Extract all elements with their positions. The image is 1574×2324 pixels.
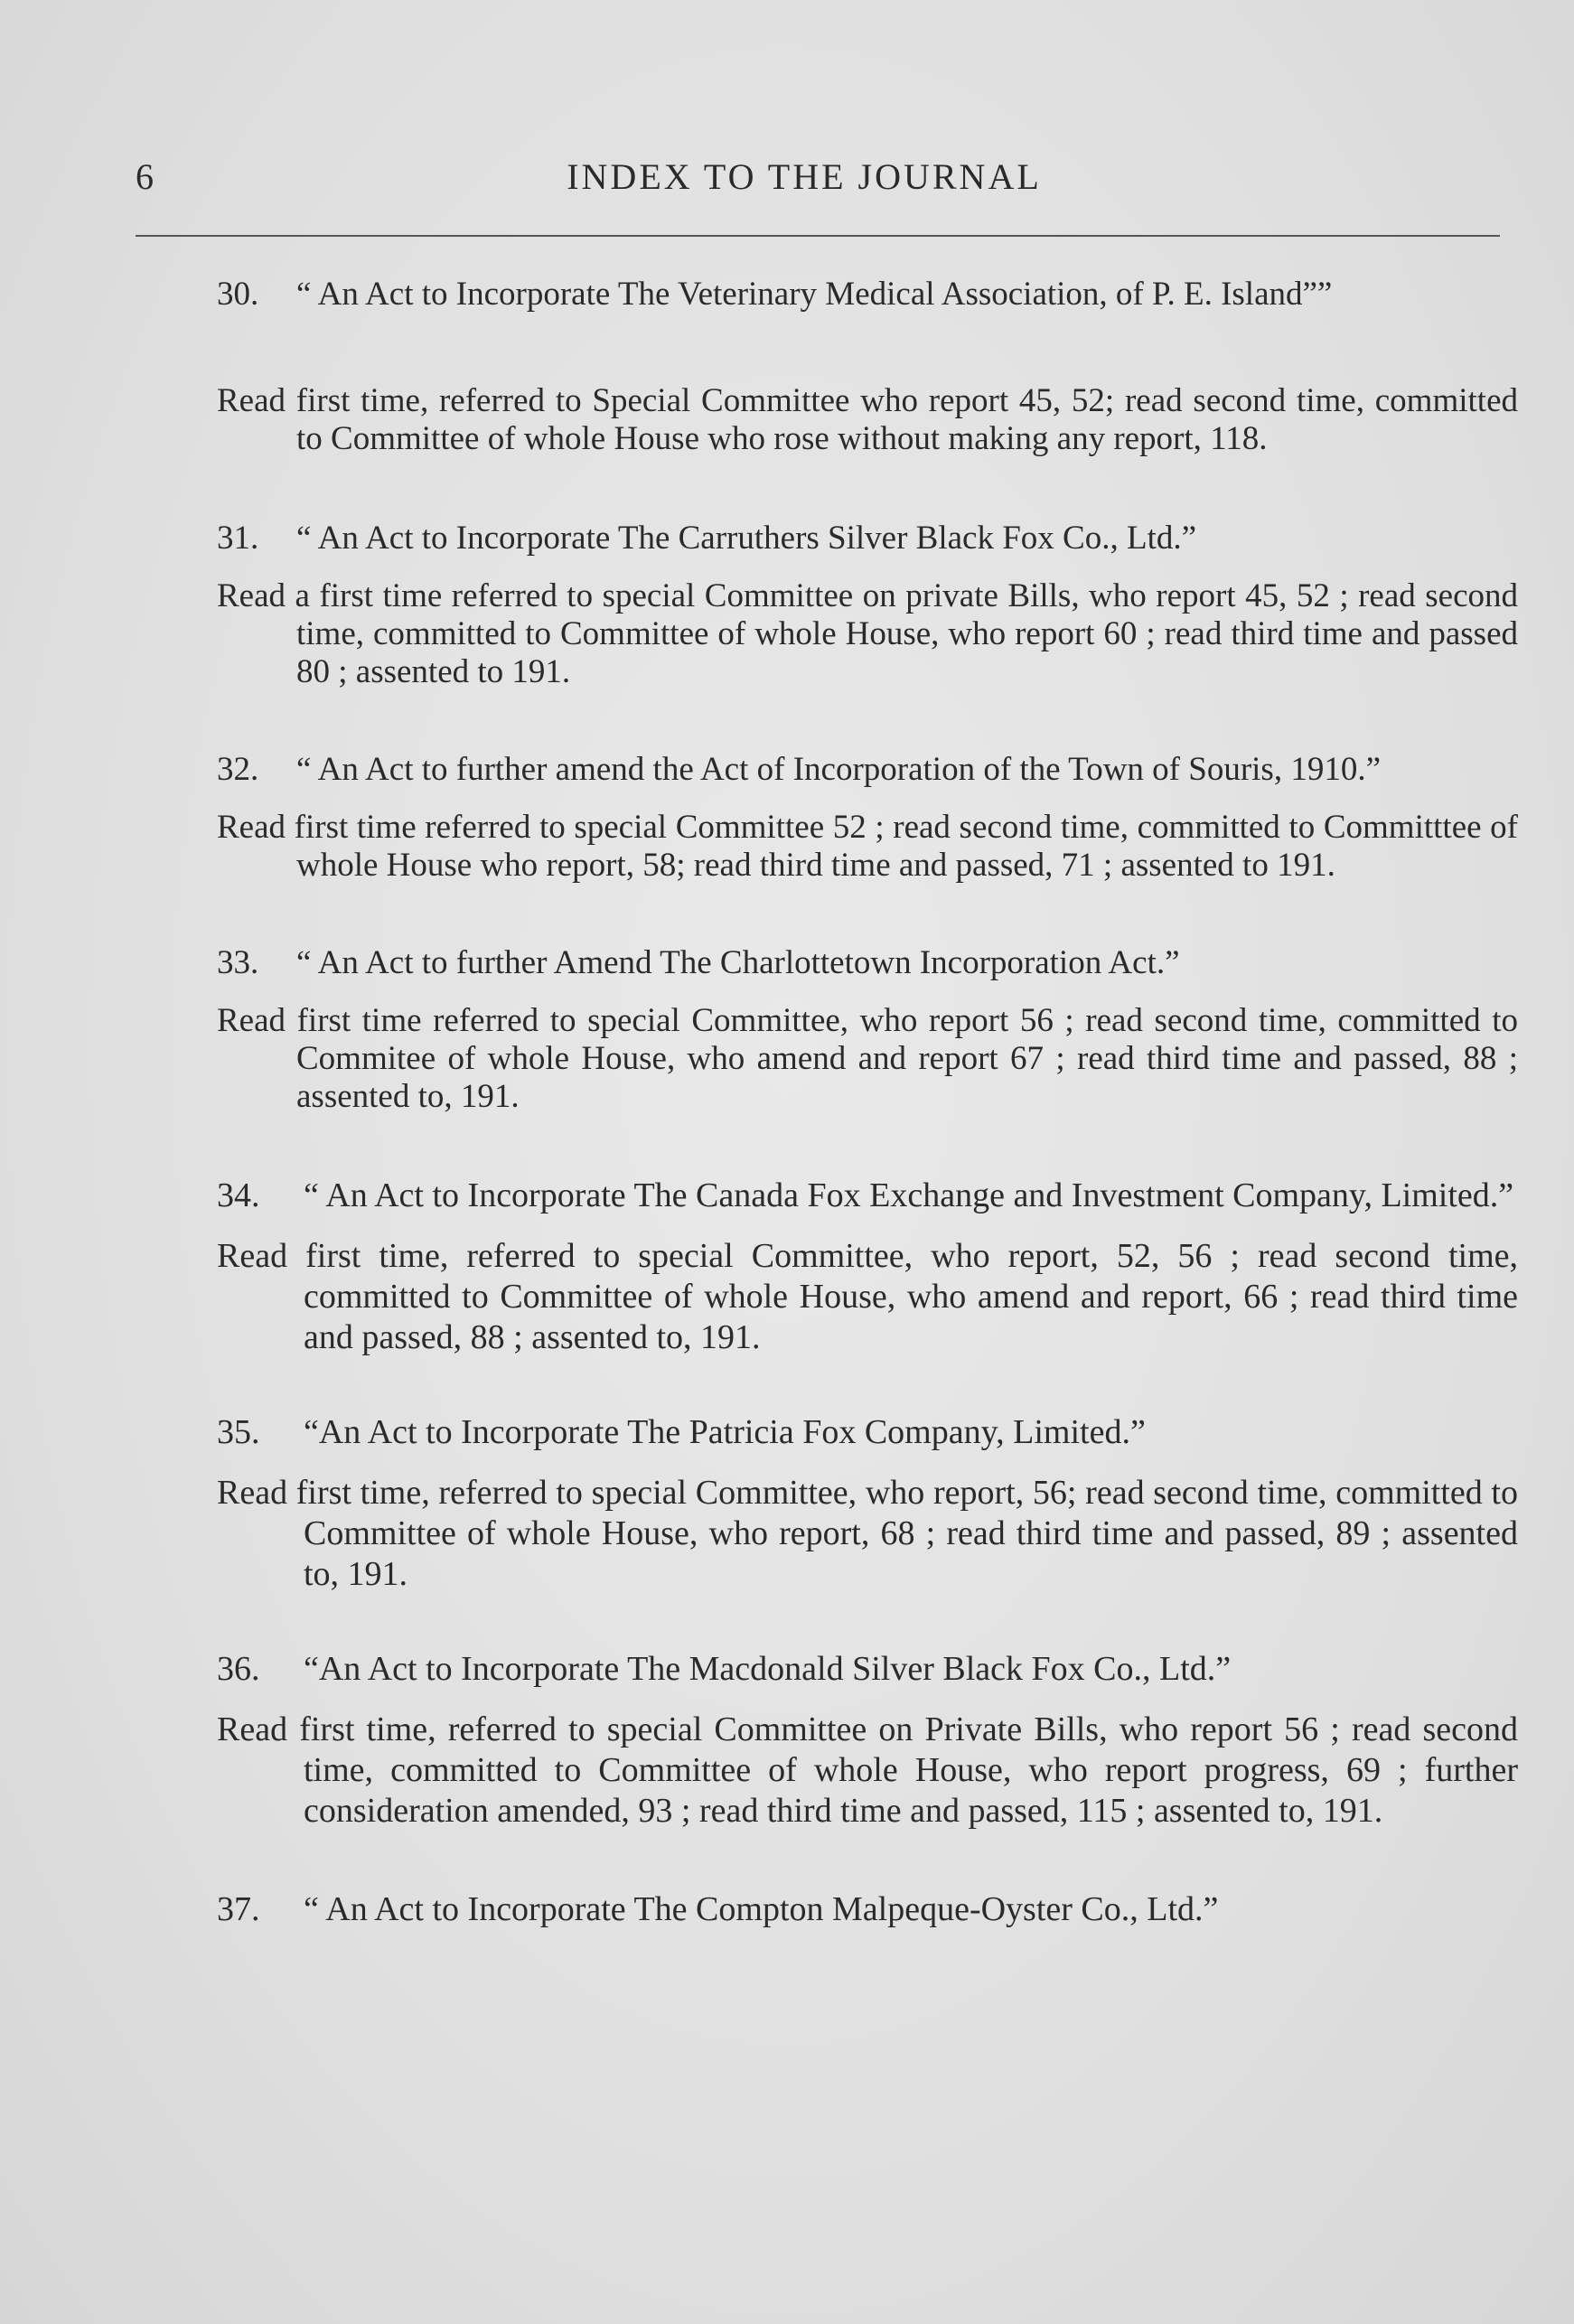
entry-36 xyxy=(217,1649,1518,1832)
entry-number: 37. xyxy=(217,1890,260,1928)
entry-number: 33. xyxy=(217,944,259,981)
entry-32 xyxy=(217,751,1518,885)
entry-title-text: “ An Act to Incorporate The Canada Fox Exchange and Investment Company, Limited.” xyxy=(304,1176,1514,1214)
entry-list xyxy=(217,276,1518,1930)
page-header xyxy=(136,155,1473,219)
entry-30 xyxy=(217,276,1518,458)
entry-number: 35. xyxy=(217,1413,260,1451)
entry-title xyxy=(217,1412,1518,1453)
entry-number: 30. xyxy=(217,276,259,313)
entry-title-text: “ An Act to Incorporate The Carruthers Silver Black Fox Co., Ltd.” xyxy=(296,520,1197,557)
entry-title-text: “ An Act to Incorporate The Compton Malpeque-Oyster Co., Ltd.” xyxy=(304,1890,1219,1928)
entry-title-text: “ An Act to further amend the Act of Incorporation of the Town of Souris, 1910.” xyxy=(296,751,1381,788)
entry-title-text: “ An Act to Incorporate The Veterinary Medical Association, of P. E. Island”” xyxy=(296,276,1333,313)
entry-proceedings: Read first time, referred to special Committee, who report, 56; read second time, committed to Committee of whole House, who report, 68 ; read third time and passed, 89 ; assented to, 191. xyxy=(217,1474,1518,1593)
entry-title xyxy=(217,751,1518,789)
page-number: 6 xyxy=(136,156,155,197)
running-title: INDEX TO THE JOURNAL xyxy=(567,156,1042,197)
entry-title-text: “ An Act to further Amend The Charlottetown Incorporation Act.” xyxy=(296,944,1180,981)
entry-title xyxy=(217,1649,1518,1690)
entry-proceedings: Read first time referred to special Committee, who report 56 ; read second time, committed to Commitee of whole House, who amend and report 67 ; read third time and passed, 88 ; assented to, 191. xyxy=(217,1002,1518,1115)
entry-proceedings: Read first time, referred to Special Committee who report 45, 52; read second time, committed to Committee of whole House who rose without making any report, 118. xyxy=(217,382,1518,457)
entry-proceedings: Read first time referred to special Committee 52 ; read second time, committed to Committtee of whole House who report, 58; read third time and passed, 71 ; assented to 191. xyxy=(217,809,1518,884)
entry-title xyxy=(217,1176,1518,1216)
entry-number: 31. xyxy=(217,520,259,557)
entry-34 xyxy=(217,1176,1518,1358)
entry-number: 36. xyxy=(217,1650,260,1688)
entry-number: 34. xyxy=(217,1176,260,1214)
entry-proceedings: Read first time, referred to special Committee, who report, 52, 56 ; read second time, committed to Committee of whole House, who amend and report, 66 ; read third time and passed, 88 ; assented to, 191. xyxy=(217,1237,1518,1356)
entry-title xyxy=(217,1889,1518,1930)
entry-title-text: “An Act to Incorporate The Patricia Fox Company, Limited.” xyxy=(304,1413,1146,1451)
entry-number: 32. xyxy=(217,751,259,788)
entry-proceedings: Read a first time referred to special Committee on private Bills, who report 45, 52 ; read second time, committed to Committee of whole House, who report 60 ; read third time and passed 80 ; assented to 191. xyxy=(217,577,1518,690)
entry-33 xyxy=(217,944,1518,1116)
entry-title xyxy=(217,520,1518,558)
header-rule xyxy=(136,235,1500,237)
entry-35 xyxy=(217,1412,1518,1595)
entry-31 xyxy=(217,520,1518,691)
entry-title xyxy=(217,276,1518,314)
entry-title xyxy=(217,944,1518,982)
entry-37 xyxy=(217,1889,1518,1930)
entry-title-text: “An Act to Incorporate The Macdonald Silver Black Fox Co., Ltd.” xyxy=(304,1650,1232,1688)
entry-proceedings: Read first time, referred to special Committee on Private Bills, who report 56 ; read second time, committed to Committee of whole House, who report progress, 69 ; further consideration amended, 93 ; read third time and passed, 115 ; assented to, 191. xyxy=(217,1710,1518,1830)
